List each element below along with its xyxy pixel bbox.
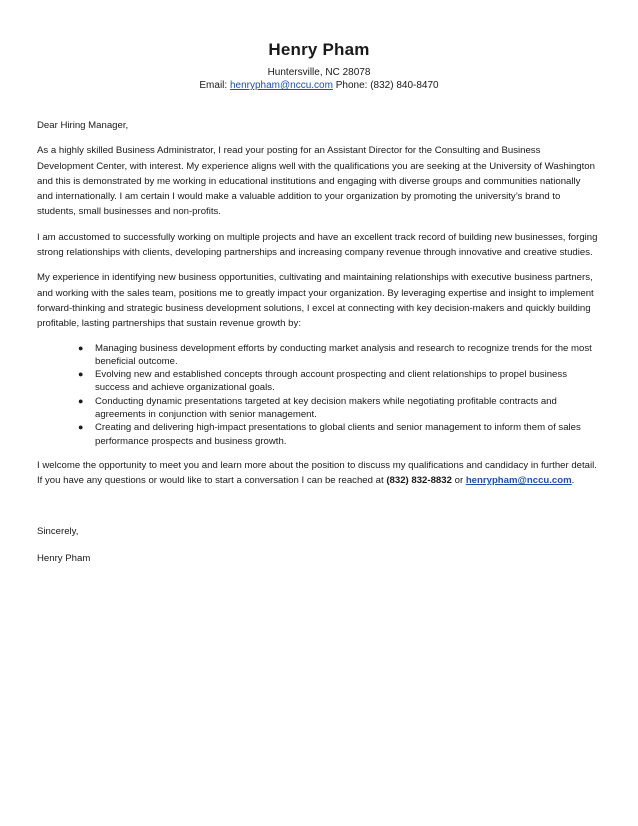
list-item — [78, 342, 599, 369]
closing-connector: or — [454, 475, 464, 487]
closing-salutation: Sincerely, — [37, 525, 79, 537]
list-item — [78, 421, 599, 448]
bullet-icon: ● — [78, 342, 84, 353]
phone-label: Phone: — [335, 80, 368, 91]
list-item — [78, 368, 599, 395]
paragraph-experience: I am accustomed to successfully working on multiple projects and have an excellent track record of building new businesses, forging strong relationships with clients, developing partnerships and increasing company revenue through innovative and creative studies. — [37, 231, 598, 259]
closing-text: I welcome the opportunity to meet you and learn more about the position to discuss my qualifications and candidacy in further detail. If you have any questions or would like to start a conversation I can be reached at — [37, 459, 597, 487]
email-link[interactable]: henrypham@nccu.com — [229, 80, 333, 91]
bullet-icon: ● — [78, 422, 84, 433]
bullet-icon: ● — [78, 369, 84, 380]
bullet-icon: ● — [78, 395, 84, 406]
phone-number: (832) 840-8470 — [370, 80, 439, 91]
paragraph-closing — [37, 458, 599, 489]
paragraph-skills: My experience in identifying new business opportunities, cultivating and maintaining relationships with executive business partners, and working with the sales team, positions me to greatly impact your organization. By leveraging expertise and insight to implement forward-thinking and strategic business development solutions, I excel at connecting with key decision-makers and quickly building profitable, lasting partnerships that sustain revenue growth by: — [37, 272, 594, 330]
applicant-location: Huntersville, NC 28078 — [267, 67, 371, 78]
letter-header — [0, 40, 638, 91]
list-item-text: Creating and delivering high-impact presentations to global clients and senior management to inform them of sales performance prospects and business growth. — [95, 422, 581, 447]
list-item-text: Conducting dynamic presentations targeted at key decision makers while negotiating profitable contracts and agreements in conjunction with senior management. — [95, 395, 557, 421]
closing-phone: (832) 832-8832 — [386, 475, 452, 487]
applicant-name: Henry Pham — [268, 40, 370, 59]
email-label: Email: — [199, 80, 228, 91]
list-item-text: Evolving new and established concepts through account prospecting and client relationships to propel business success and achieve organizational goals. — [95, 369, 567, 394]
closing-period: . — [571, 475, 575, 487]
list-item-text: Managing business development efforts by conducting market analysis and research to recognize trends for the most beneficial outcome. — [95, 342, 592, 367]
letter-body — [37, 118, 599, 566]
paragraph-intro: As a highly skilled Business Administrator, I read your posting for an Assistant Director for the Consulting and Business Development Center, with interest. My experience aligns well with the qualifications you are seeking at the University of Washington and this is demonstrated by me working in educational institutions and engaging with diverse groups and communities nationally and internationally. I am certain I would make a valuable addition to your organization by promoting the university’s brand to students, small businesses and non-profits. — [37, 145, 595, 218]
bullet-list — [37, 342, 599, 448]
contact-line — [0, 80, 638, 91]
closing-email-link[interactable]: henrypham@nccu.com — [465, 475, 572, 487]
signature-name: Henry Pham — [37, 552, 91, 564]
list-item — [78, 395, 599, 422]
salutation: Dear Hiring Manager, — [37, 120, 129, 131]
